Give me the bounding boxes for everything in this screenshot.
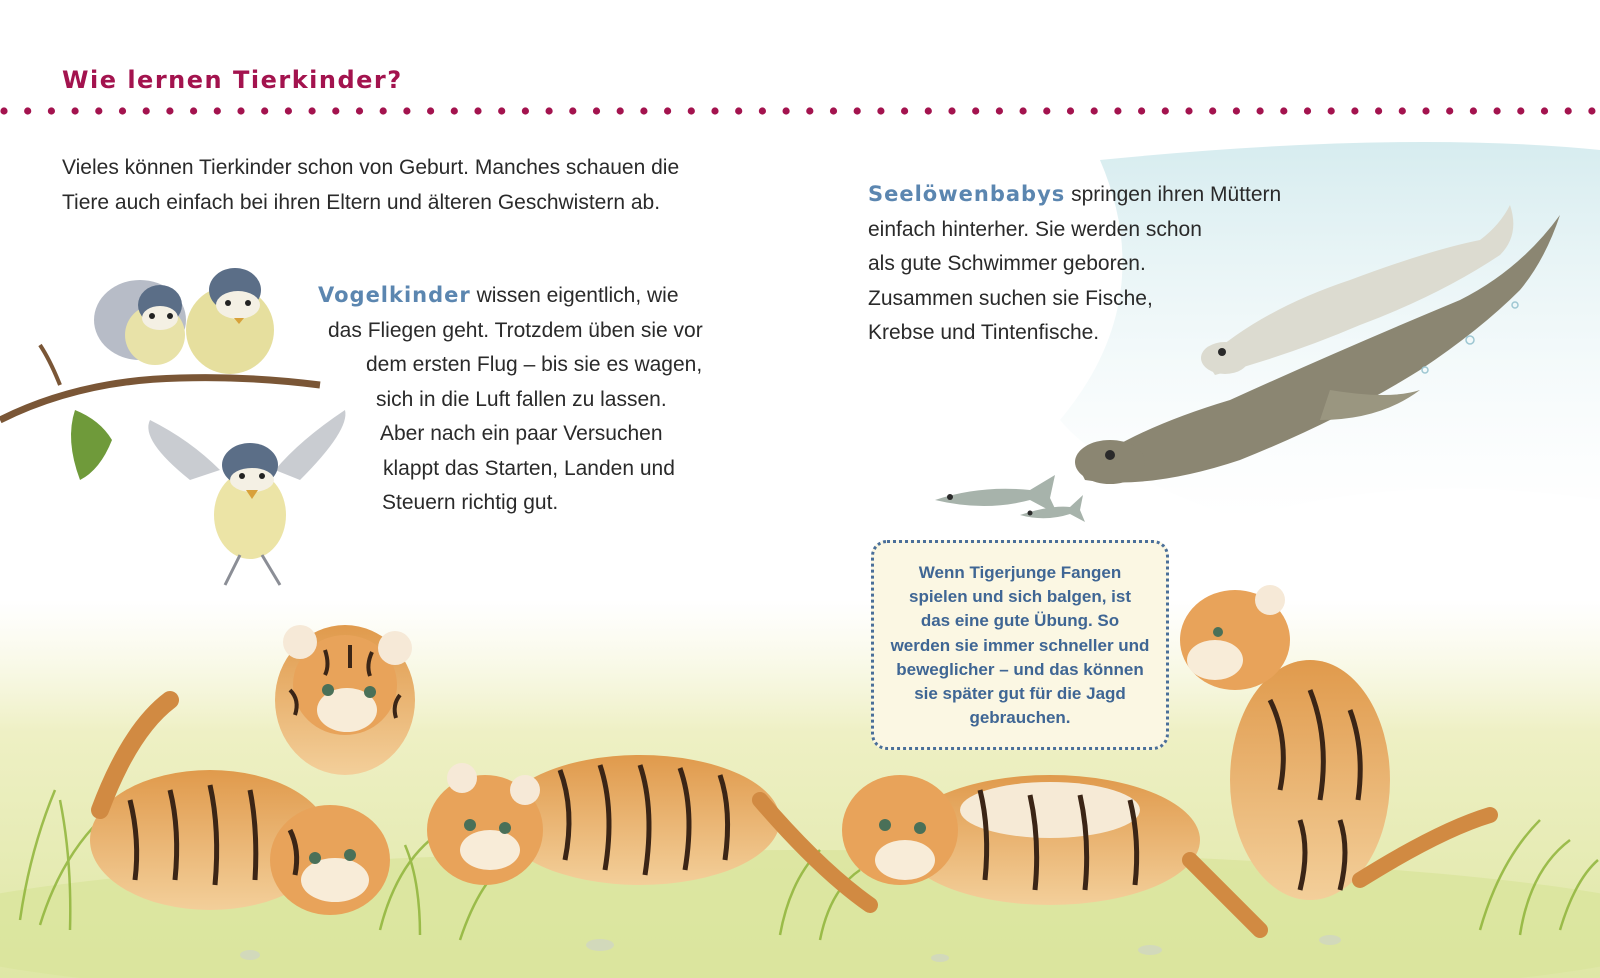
divider-dot	[143, 107, 150, 114]
divider-dot	[1375, 107, 1382, 114]
divider-dot	[190, 107, 197, 114]
divider-dot	[1067, 107, 1074, 114]
bird-line: dem ersten Flug – bis sie es wagen,	[366, 353, 703, 376]
bird-line: sich in die Luft fallen zu lassen.	[376, 387, 667, 411]
seal-line-text: springen ihren Müttern	[1065, 183, 1282, 206]
page-title: Wie lernen Tierkinder?	[62, 66, 403, 94]
divider-dot	[617, 107, 624, 114]
divider-dot	[48, 107, 55, 114]
tiger-note-line: sie später gut für die Jagd	[914, 684, 1126, 704]
seal-line: einfach hinterher. Sie werden schon	[868, 217, 1202, 241]
tiger-note-line: Wenn Tigerjunge Fangen	[918, 563, 1122, 582]
divider-dot	[759, 107, 766, 114]
divider-dot	[427, 107, 434, 114]
divider-dot	[332, 107, 339, 114]
keyword-vogelkinder: Vogelkinder	[318, 283, 471, 307]
intro-paragraph	[62, 150, 782, 220]
divider-dot	[1422, 107, 1429, 114]
divider-dot	[119, 107, 126, 114]
seal-line: Zusammen suchen sie Fische,	[868, 286, 1153, 310]
bird-line: das Fliegen geht. Trotzdem üben sie vor	[328, 318, 703, 342]
divider-dot	[1162, 107, 1169, 114]
seal-line: Krebse und Tintenfische.	[868, 321, 1100, 344]
tiger-note-line: gebrauchen.	[969, 708, 1071, 728]
tiger-note-line: spielen und sich balgen, ist	[909, 587, 1131, 607]
divider-dot	[948, 107, 955, 114]
divider-dot	[1020, 107, 1027, 114]
divider-dot	[972, 107, 979, 114]
divider-dot	[830, 107, 837, 114]
divider-dot	[546, 107, 553, 114]
bird-line: Aber nach ein paar Versuchen	[380, 422, 663, 445]
divider-dot	[996, 107, 1003, 114]
tiger-note-line: beweglicher – und das können	[896, 659, 1144, 679]
divider-dot	[1304, 107, 1311, 114]
tiger-note-line: das eine gute Übung. So	[920, 611, 1120, 631]
divider-dot	[285, 107, 292, 114]
divider-dot	[1257, 107, 1264, 114]
divider-dot	[901, 107, 908, 114]
divider-dot	[877, 107, 884, 114]
divider-dot	[1351, 107, 1358, 114]
divider-dot	[925, 107, 932, 114]
divider-dot	[95, 107, 102, 114]
divider-dot	[688, 107, 695, 114]
divider-dot	[1588, 107, 1595, 114]
dotted-divider	[0, 107, 1595, 114]
blue-tit-chicks-illustration	[0, 268, 345, 585]
divider-dot	[474, 107, 481, 114]
divider-dot	[1185, 107, 1192, 114]
divider-dot	[1446, 107, 1453, 114]
divider-dot	[522, 107, 529, 114]
divider-dot	[498, 107, 505, 114]
divider-dot	[1114, 107, 1121, 114]
divider-dot	[735, 107, 742, 114]
divider-dot	[1565, 107, 1572, 114]
divider-dot	[166, 107, 173, 114]
divider-dot	[1494, 107, 1501, 114]
divider-dot	[593, 107, 600, 114]
divider-dot	[237, 107, 244, 114]
divider-dot	[1280, 107, 1287, 114]
divider-dot	[1209, 107, 1216, 114]
divider-dot	[1328, 107, 1335, 114]
divider-dot	[1043, 107, 1050, 114]
divider-dot	[640, 107, 647, 114]
divider-dot	[854, 107, 861, 114]
divider-dot	[1541, 107, 1548, 114]
divider-dot	[569, 107, 576, 114]
divider-dot	[261, 107, 268, 114]
divider-dot	[214, 107, 221, 114]
seal-line	[868, 177, 1281, 213]
divider-dot	[1399, 107, 1406, 114]
seal-line: als gute Schwimmer geboren.	[868, 252, 1146, 275]
divider-dot	[1233, 107, 1240, 114]
divider-dot	[72, 107, 79, 114]
divider-dot	[380, 107, 387, 114]
tiger-note-line: werden sie immer schneller und	[890, 635, 1150, 655]
sea-lion-paragraph	[868, 177, 1281, 351]
intro-line: Vieles können Tierkinder schon von Geburt. Manches schauen die	[62, 156, 680, 179]
divider-dot	[1517, 107, 1524, 114]
divider-dot	[451, 107, 458, 114]
divider-dot	[783, 107, 790, 114]
divider-dot	[24, 107, 31, 114]
divider-dot	[806, 107, 813, 114]
small-fish-illustration	[935, 475, 1085, 522]
divider-dot	[403, 107, 410, 114]
keyword-seeloewenbabys: Seelöwenbabys	[868, 182, 1066, 206]
divider-dot	[711, 107, 718, 114]
bird-line	[318, 278, 703, 314]
bird-line: klappt das Starten, Landen und	[383, 456, 675, 480]
bird-line-text: wissen eigentlich, wie	[470, 284, 679, 307]
divider-dot	[356, 107, 363, 114]
bird-line: Steuern richtig gut.	[382, 491, 559, 514]
intro-line: Tiere auch einfach bei ihren Eltern und älteren Geschwistern ab.	[62, 191, 661, 214]
divider-dot	[1138, 107, 1145, 114]
divider-dot	[664, 107, 671, 114]
tiger-info-box	[871, 540, 1169, 750]
bird-paragraph	[318, 278, 703, 521]
divider-dot	[1470, 107, 1477, 114]
divider-dot	[0, 107, 7, 114]
divider-dot	[309, 107, 316, 114]
divider-dot	[1091, 107, 1098, 114]
